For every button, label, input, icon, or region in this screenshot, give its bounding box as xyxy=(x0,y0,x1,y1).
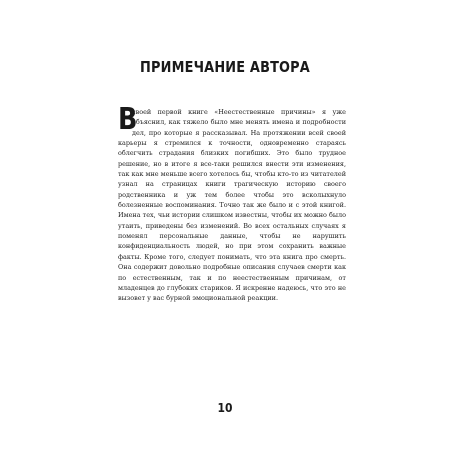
paragraph-text: своей первой книге «Неестественные причины» я уже объяснил, как тяжело было мне менять имена и подробности дел, про которые я рассказывал. На протяжении всей своей карьеры я стремился к точности, одновременно стараясь облегчить страдания близких погибших. Это было трудное решение, но в итоге я все-таки решился внести эти изменения, так как мне меньше всего хотелось бы, чтобы кто-то из читателей узнал на страницах книги трагическую историю своего родственника и уж тем более чтобы это всколыхнуло болезненные воспоминания. Точно так же было и с этой книгой. Имена тех, чьи истории слишком известны, чтобы их можно было утаить, приведены без изменений. Во всех остальных случаях я поменял персональные данные, чтобы не нарушить конфиденциальность людей, но при этом сохранить важные факты. Кроме того, следует понимать, что эта книга про смерть. Она содержит довольно подробные описания случаев смерти как по естественным, так и по неестественным причинам, от младенцев до глубоких стариков. Я искренне надеюсь, что это не вызовет у вас бурной эмоциональной реакции. xyxy=(118,108,346,303)
drop-cap: В xyxy=(118,102,138,137)
chapter-title: ПРИМЕЧАНИЕ АВТОРА xyxy=(140,58,310,76)
page-number: 10 xyxy=(217,400,233,415)
body-paragraph xyxy=(118,102,346,304)
